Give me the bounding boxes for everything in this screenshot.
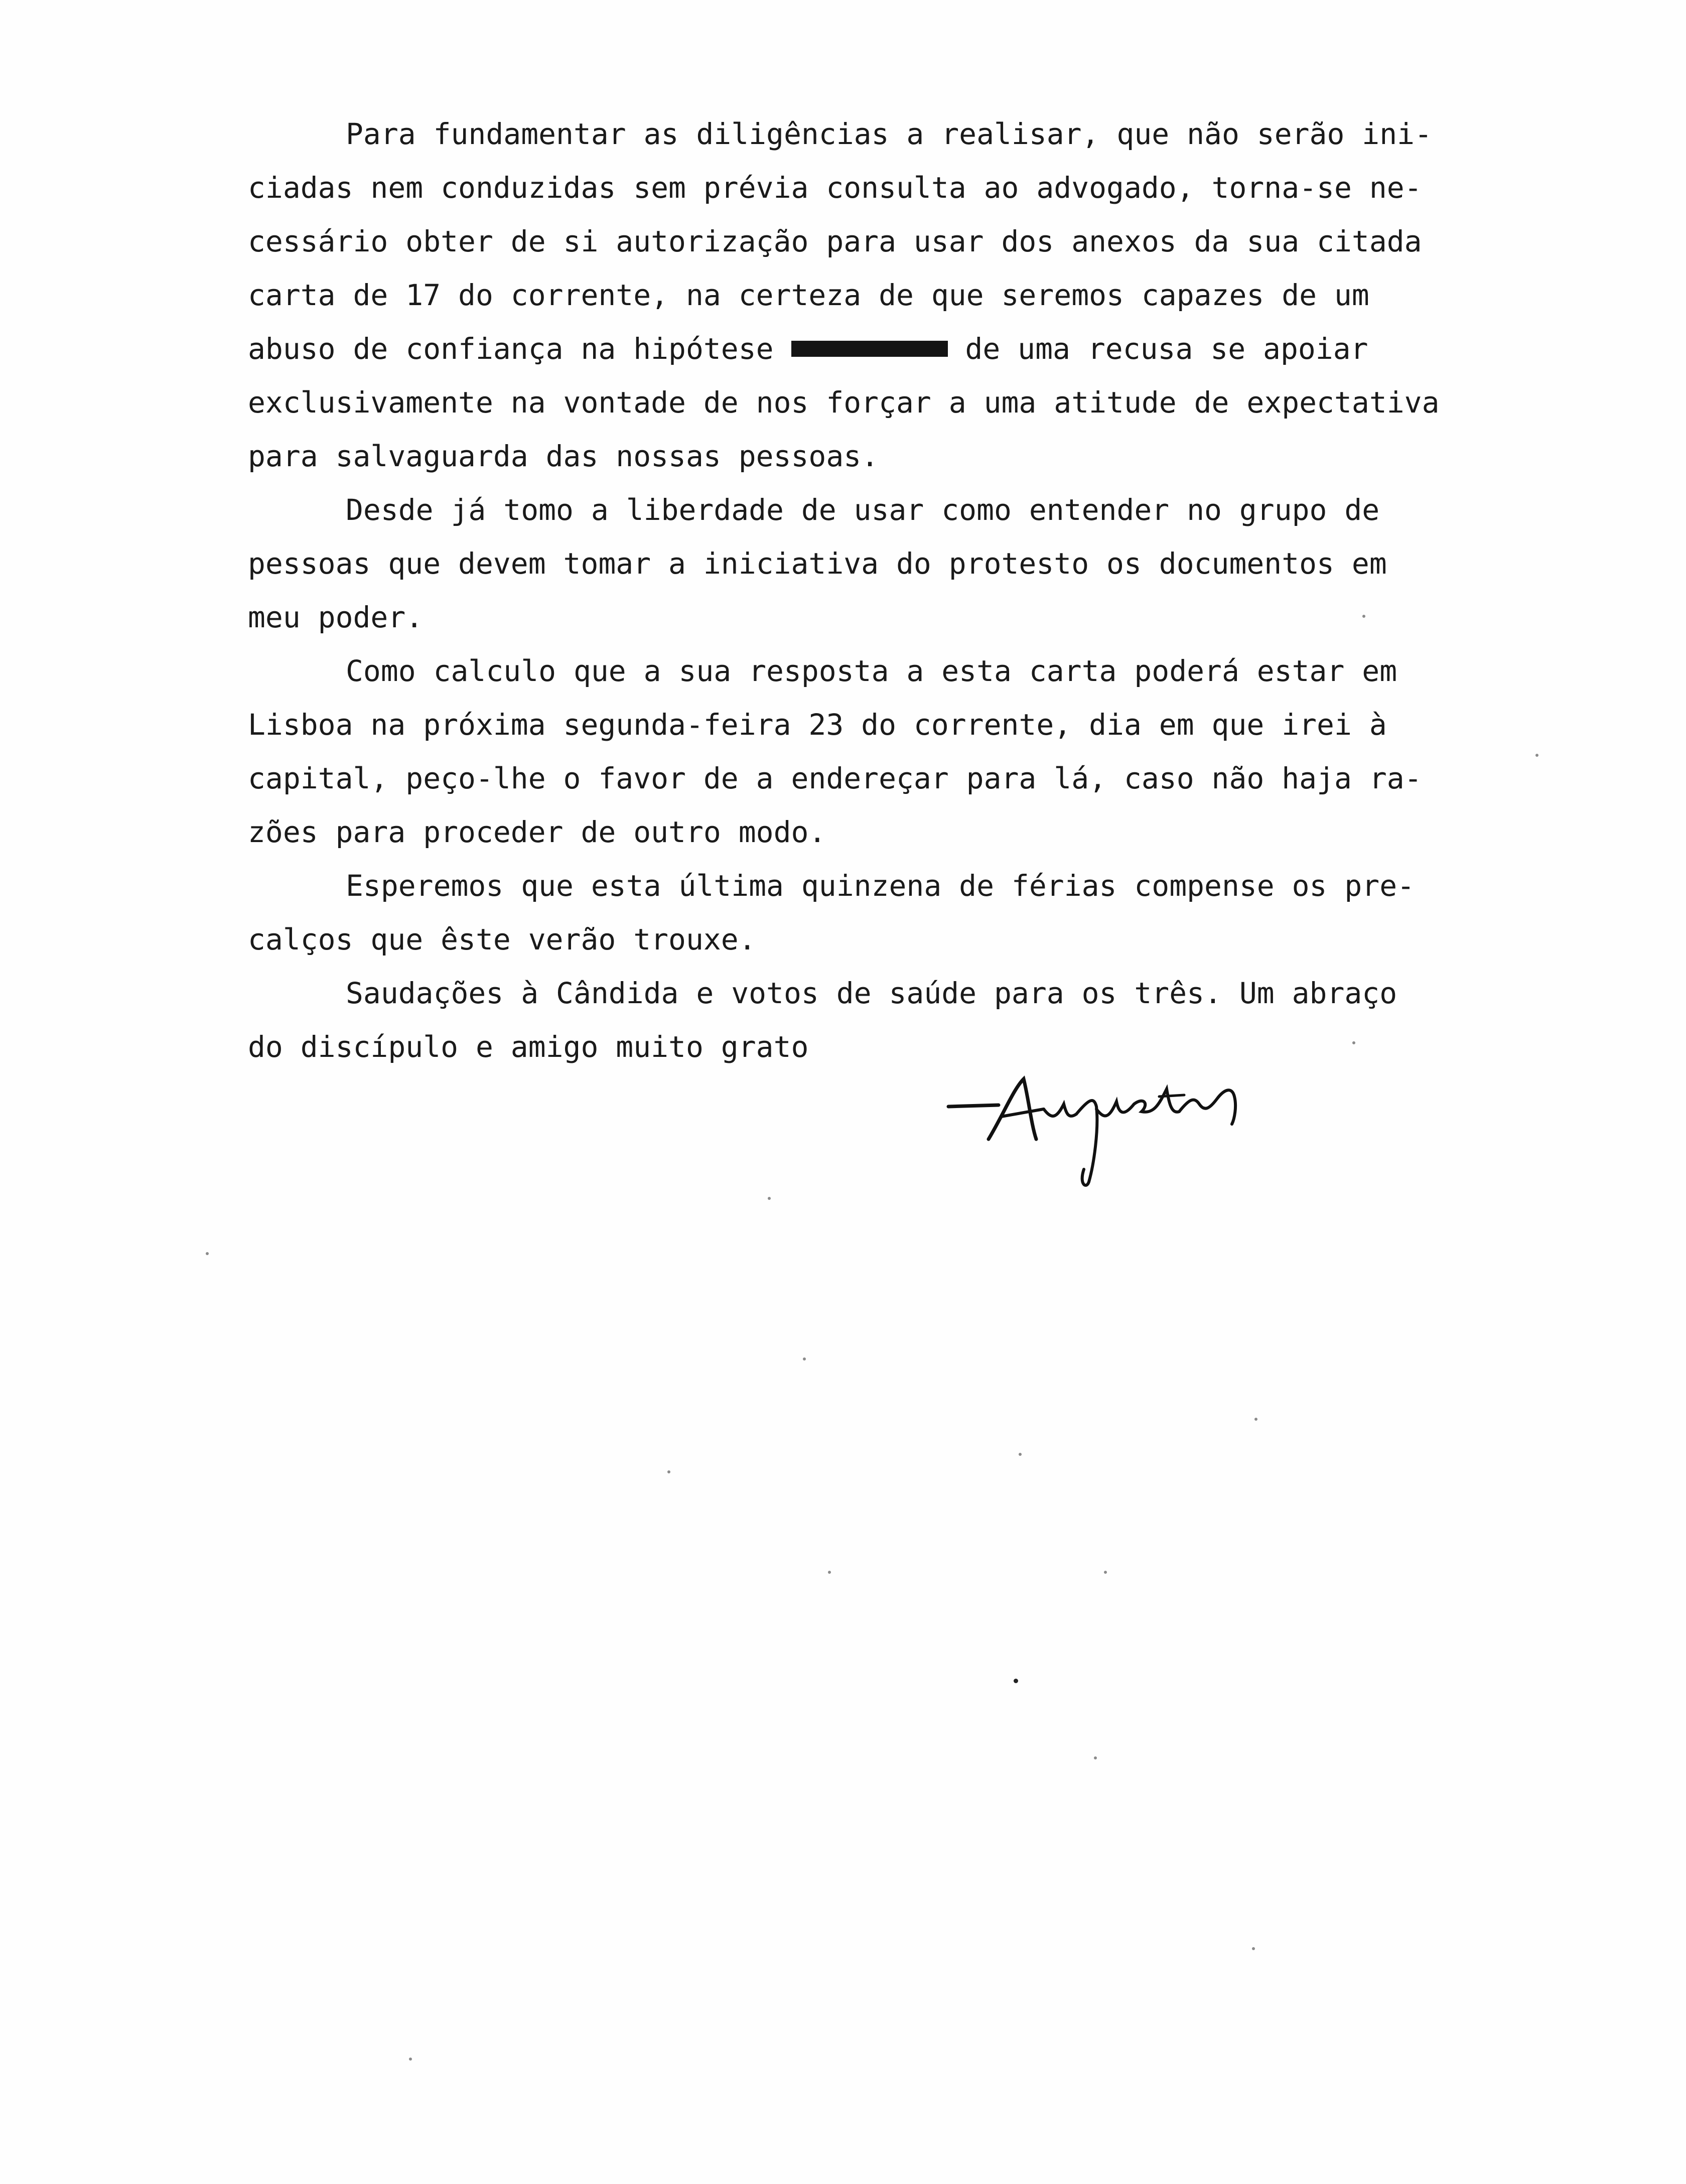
paragraph-1-line-6: exclusivamente na vontade de nos forçar a uma atitude de expectativa [248,385,1440,420]
paper-speck [409,2058,412,2061]
paper-speck [1094,1756,1097,1759]
paragraph-5-line-1: Saudações à Cândida e votos de saúde para os três. Um abraço [346,976,1397,1010]
paragraph-5-line-2: do discípulo e amigo muito grato [248,1030,809,1064]
paragraph-3-line-1: Como calculo que a sua resposta a esta carta poderá estar em [346,654,1397,688]
paper-speck [667,1470,670,1473]
paragraph-1-line-2: ciadas nem conduzidas sem prévia consulta ao advogado, torna-se ne- [248,171,1422,205]
handwritten-signature [943,1069,1295,1189]
paragraph-1-line-4: carta de 17 do corrente, na certeza de que seremos capazes de um [248,278,1369,312]
paper-speck [803,1357,806,1360]
paper-speck [1104,1571,1107,1574]
paper-speck [1254,1418,1257,1421]
paper-speck [1535,754,1538,757]
paragraph-1-line-5-end: de uma recusa se apoiar [947,332,1368,366]
paragraph-3-line-3: capital, peço-lhe o favor de a endereçar para lá, caso não haja ra- [248,761,1422,795]
paragraph-3-line-4: zões para proceder de outro modo. [248,815,826,849]
paragraph-2-line-2: pessoas que devem tomar a iniciativa do protesto os documentos em [248,547,1387,581]
paper-speck [1019,1453,1022,1456]
paper-speck [1014,1679,1018,1683]
paper-speck [1252,1947,1255,1950]
paper-speck [768,1197,771,1200]
paragraph-1-line-1: Para fundamentar as diligências a realisar, que não serão ini- [346,117,1432,151]
paper-speck [1352,1041,1355,1044]
struck-out-word [791,341,948,357]
paragraph-4-line-2: calços que êste verão trouxe. [248,922,756,957]
paragraph-2-line-3: meu poder. [248,600,424,634]
paragraph-2-line-1: Desde já tomo a liberdade de usar como entender no grupo de [346,493,1380,527]
paragraph-1-line-5 [248,322,1593,376]
paper-speck [1362,615,1365,618]
paper-speck [828,1571,831,1574]
paragraph-1-line-7: para salvaguarda das nossas pessoas. [248,439,879,473]
paragraph-1-line-3: cessário obter de si autorização para usar dos anexos da sua citada [248,224,1422,258]
letter-body [248,107,1593,1074]
paragraph-1-line-5-start: abuso de confiança na hipótese [248,332,791,366]
paragraph-4-line-1: Esperemos que esta última quinzena de férias compense os pre- [346,869,1415,903]
paragraph-3-line-2: Lisboa na próxima segunda-feira 23 do corrente, dia em que irei à [248,708,1387,742]
paper-speck [206,1252,209,1255]
